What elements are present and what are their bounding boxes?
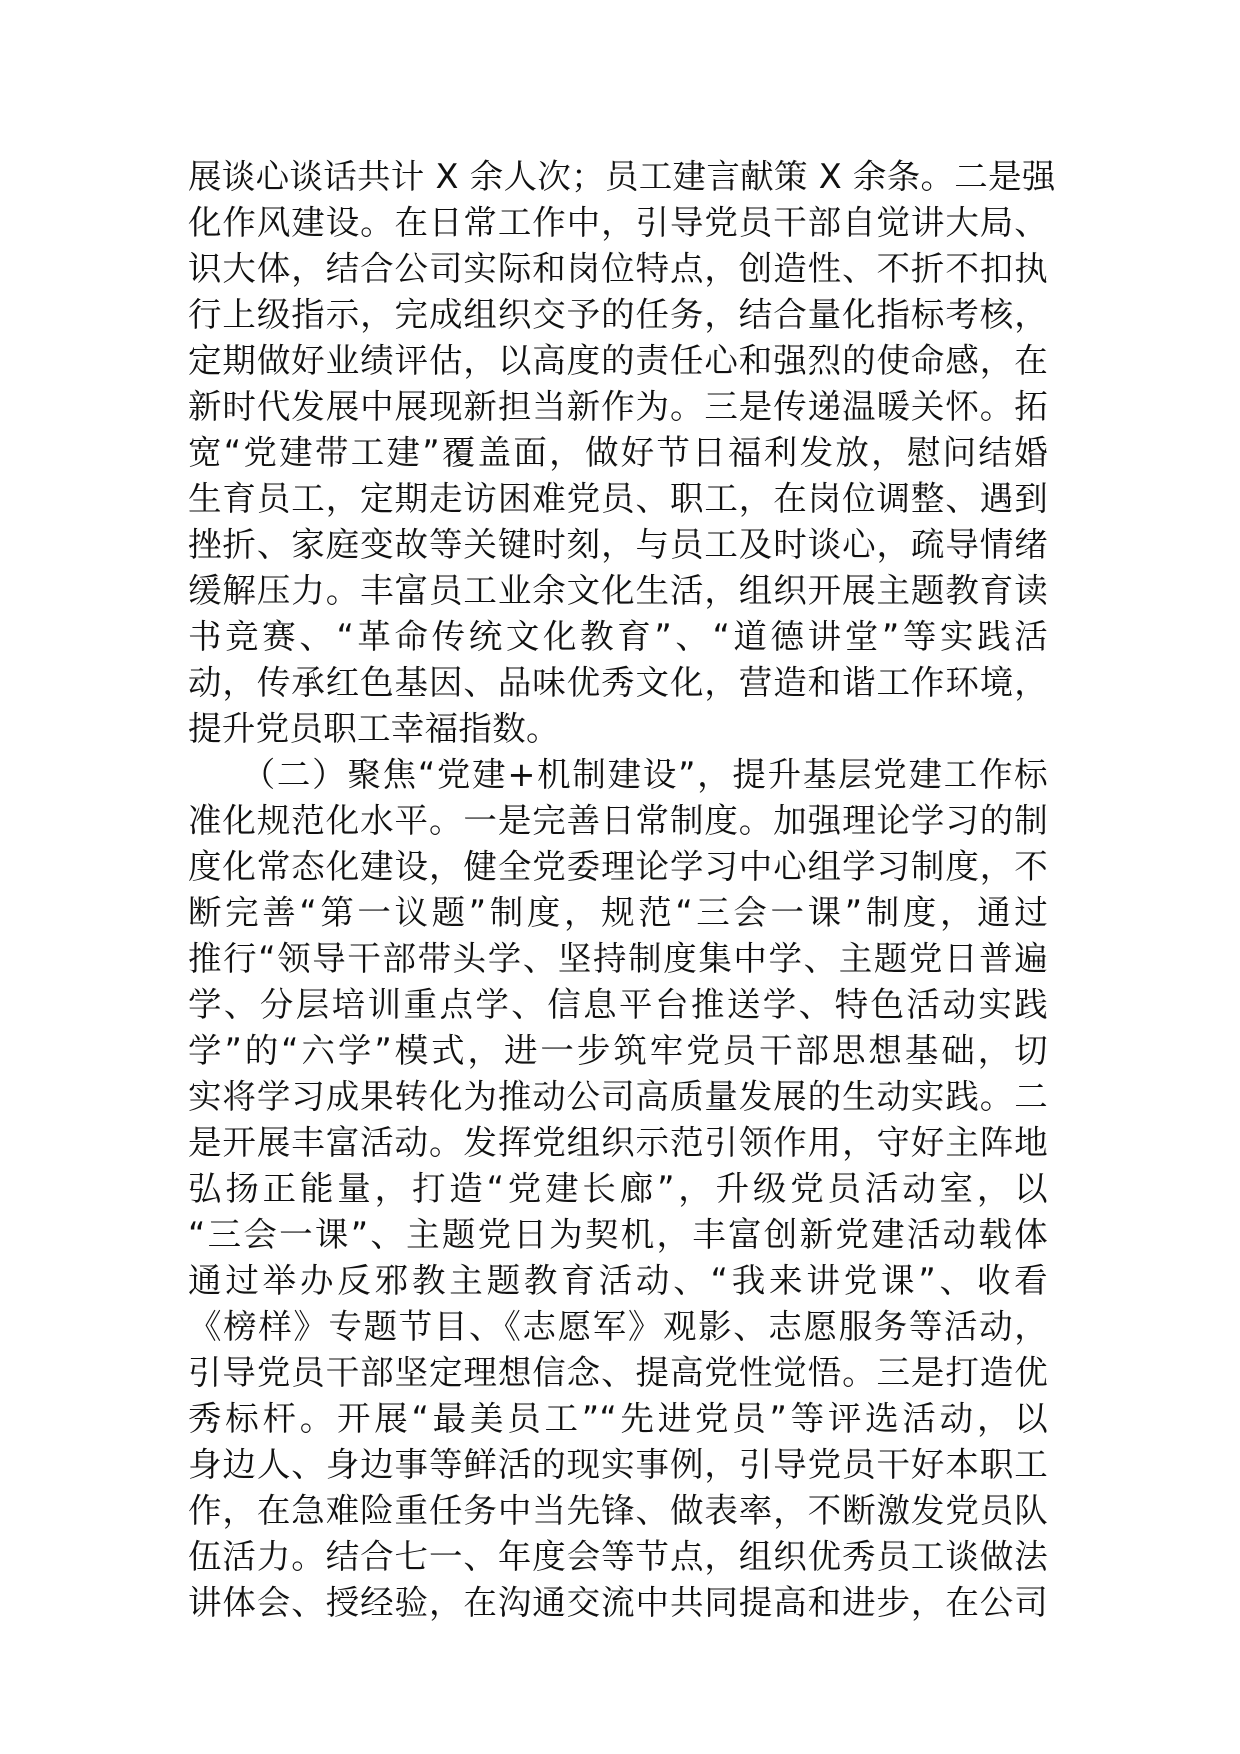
- text-line: 挫折、家庭变故等关键时刻，与员工及时谈心，疏导情绪: [188, 525, 1048, 564]
- text-line: 动，传承红色基因、品味优秀文化，营造和谐工作环境，: [188, 663, 1048, 702]
- paragraph-1: [188, 154, 1056, 752]
- text-line: 是开展丰富活动。发挥党组织示范引领作用，守好主阵地: [188, 1123, 1048, 1162]
- document-body: [188, 154, 1056, 1626]
- text-line: 身边人、身边事等鲜活的现实事例，引导党员干好本职工: [188, 1445, 1048, 1484]
- text-line: 弘扬正能量，打造“党建长廊”，升级党员活动室，以: [188, 1169, 1048, 1208]
- text-line: 新时代发展中展现新担当新作为。三是传递温暖关怀。拓: [188, 387, 1048, 426]
- text-line: 学、分层培训重点学、信息平台推送学、特色活动实践: [188, 985, 1048, 1024]
- text-line: 秀标杆。开展“最美员工”“先进党员”等评选活动，以: [188, 1399, 1048, 1438]
- paragraph-2: [188, 752, 1048, 1626]
- text-line: （二）聚焦“党建+机制建设”，提升基层党建工作标: [188, 755, 1048, 794]
- text-line: “三会一课”、主题党日为契机，丰富创新党建活动载体: [188, 1215, 1048, 1254]
- text-line: 展谈心谈话共计 X 余人次；员工建言献策 X 余条。二是强: [188, 157, 1056, 196]
- text-line: 断完善“第一议题”制度，规范“三会一课”制度，通过: [188, 893, 1048, 932]
- text-line: 提升党员职工幸福指数。: [188, 709, 560, 748]
- text-line: 《榜样》专题节目、《志愿军》观影、志愿服务等活动，: [188, 1307, 1048, 1346]
- text-line: 引导党员干部坚定理想信念、提高党性觉悟。三是打造优: [188, 1353, 1048, 1392]
- text-line: 化作风建设。在日常工作中，引导党员干部自觉讲大局、: [188, 203, 1048, 242]
- text-line: 实将学习成果转化为推动公司高质量发展的生动实践。二: [188, 1077, 1048, 1116]
- text-line: 推行“领导干部带头学、坚持制度集中学、主题党日普遍: [188, 939, 1048, 978]
- text-line: 讲体会、授经验，在沟通交流中共同提高和进步，在公司: [188, 1583, 1048, 1622]
- text-line: 伍活力。结合七一、年度会等节点，组织优秀员工谈做法: [188, 1537, 1048, 1576]
- text-line: 书竞赛、“革命传统文化教育”、“道德讲堂”等实践活: [188, 617, 1048, 656]
- text-line: 识大体，结合公司实际和岗位特点，创造性、不折不扣执: [188, 249, 1048, 288]
- text-line: 生育员工，定期走访困难党员、职工，在岗位调整、遇到: [188, 479, 1048, 518]
- text-line: 通过举办反邪教主题教育活动、“我来讲党课”、收看: [188, 1261, 1048, 1300]
- text-line: 缓解压力。丰富员工业余文化生活，组织开展主题教育读: [188, 571, 1048, 610]
- text-line: 度化常态化建设，健全党委理论学习中心组学习制度，不: [188, 847, 1048, 886]
- text-line: 宽“党建带工建”覆盖面，做好节日福利发放，慰问结婚: [188, 433, 1048, 472]
- text-line: 准化规范化水平。一是完善日常制度。加强理论学习的制: [188, 801, 1048, 840]
- text-line: 作，在急难险重任务中当先锋、做表率，不断激发党员队: [188, 1491, 1048, 1530]
- text-line: 行上级指示，完成组织交予的任务，结合量化指标考核，: [188, 295, 1048, 334]
- text-line: 学”的“六学”模式，进一步筑牢党员干部思想基础，切: [188, 1031, 1048, 1070]
- text-line: 定期做好业绩评估，以高度的责任心和强烈的使命感，在: [188, 341, 1048, 380]
